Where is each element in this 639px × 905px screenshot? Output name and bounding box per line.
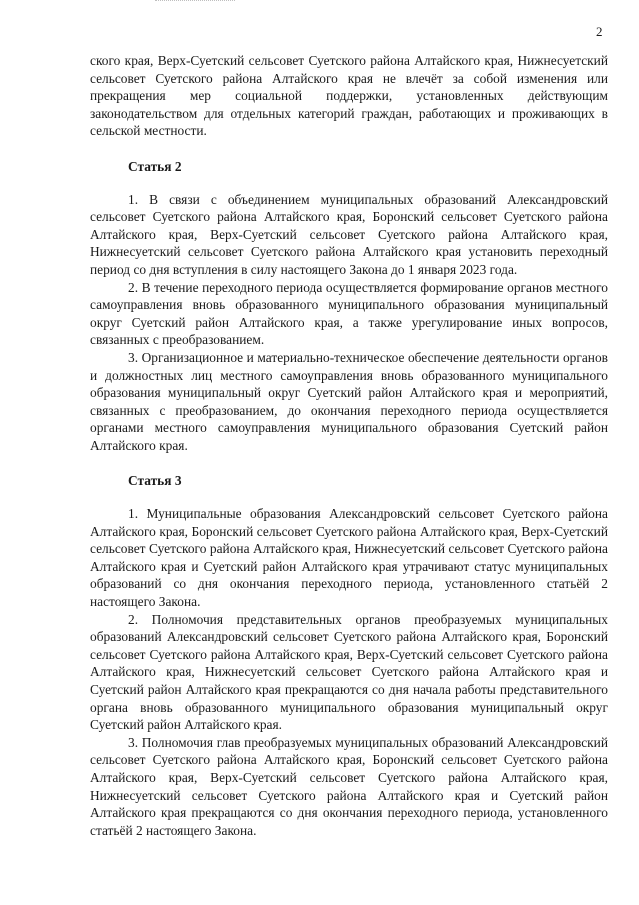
article-2-paragraph-2: 2. В течение переходного периода осуществляется формирование органов местного самоуправления вновь образованного муниципального образования муниципальный округ Суетский район Алтайского края, а также урегулирование иных вопросов, связанных с преобразованием. (90, 279, 608, 348)
page-number: 2 (596, 24, 603, 39)
article-2-heading: Статья 2 (128, 158, 182, 174)
article-2-paragraph-3: 3. Организационное и материально-техническое обеспечение деятельности органов и должностных лиц местного самоуправления вновь образованного муниципального образования муниципальный округ Суетский район Алтайского края и мероприятий, связанных с преобразованием, до окончания переходного периода осуществляется органами местного самоуправления муниципального образования Суетский район Алтайского края. (90, 349, 608, 453)
article-2-paragraph-1: 1. В связи с объединением муниципальных образований Александровский сельсовет Суетского района Алтайского края, Боронский сельсовет Суетского района Алтайского края, Верх-Суетский сельсовет Суетского района Алтайского края, Нижнесуетский сельсовет Суетского района Алтайского края установить переходный период со дня вступления в силу настоящего Закона до 1 января 2023 года. (90, 191, 608, 277)
article-3-heading: Статья 3 (128, 473, 182, 489)
document-body (90, 52, 608, 839)
article-3-paragraph-2: 2. Полномочия представительных органов преобразуемых муниципальных образований Александровский сельсовет Суетского района Алтайского края, Боронский сельсовет Суетского района Алтайского края, Верх-Суетский сельсовет Суетского района Алтайского края, Нижнесуетский сельсовет Суетского района Алтайского края и Суетский район Алтайского края прекращаются со дня начала работы представительного органа вновь образованного муниципального образования муниципальный округ Суетский район Алтайского края. (90, 611, 608, 733)
top-edge-line (155, 0, 235, 2)
intro-paragraph: ского края, Верх-Суетский сельсовет Суетского района Алтайского края, Нижнесуетский сельсовет Суетского района Алтайского края не влечёт за собой изменения или прекращения мер социальной поддержки, установленных действующим законодательством для отдельных категорий граждан, работающих и проживающих в сельской местности. (90, 53, 608, 139)
article-3-paragraph-3: 3. Полномочия глав преобразуемых муниципальных образований Александровский сельсовет Суетского района Алтайского края, Боронский сельсовет Суетского района Алтайского края, Верх-Суетский сельсовет Суетского района Алтайского края, Нижнесуетский сельсовет Суетского района Алтайского края и Суетский район Алтайского края прекращаются со дня окончания переходного периода, установленного статьёй 2 настоящего Закона. (90, 734, 608, 838)
article-3-paragraph-1: 1. Муниципальные образования Александровский сельсовет Суетского района Алтайского края, Боронский сельсовет Суетского района Алтайского края, Верх-Суетский сельсовет Суетского района Алтайского края, Нижнесуетский сельсовет Суетского района Алтайского края и Суетский район Алтайского края утрачивают статус муниципальных образований со дня окончания переходного периода, установленного статьёй 2 настоящего Закона. (90, 506, 608, 610)
